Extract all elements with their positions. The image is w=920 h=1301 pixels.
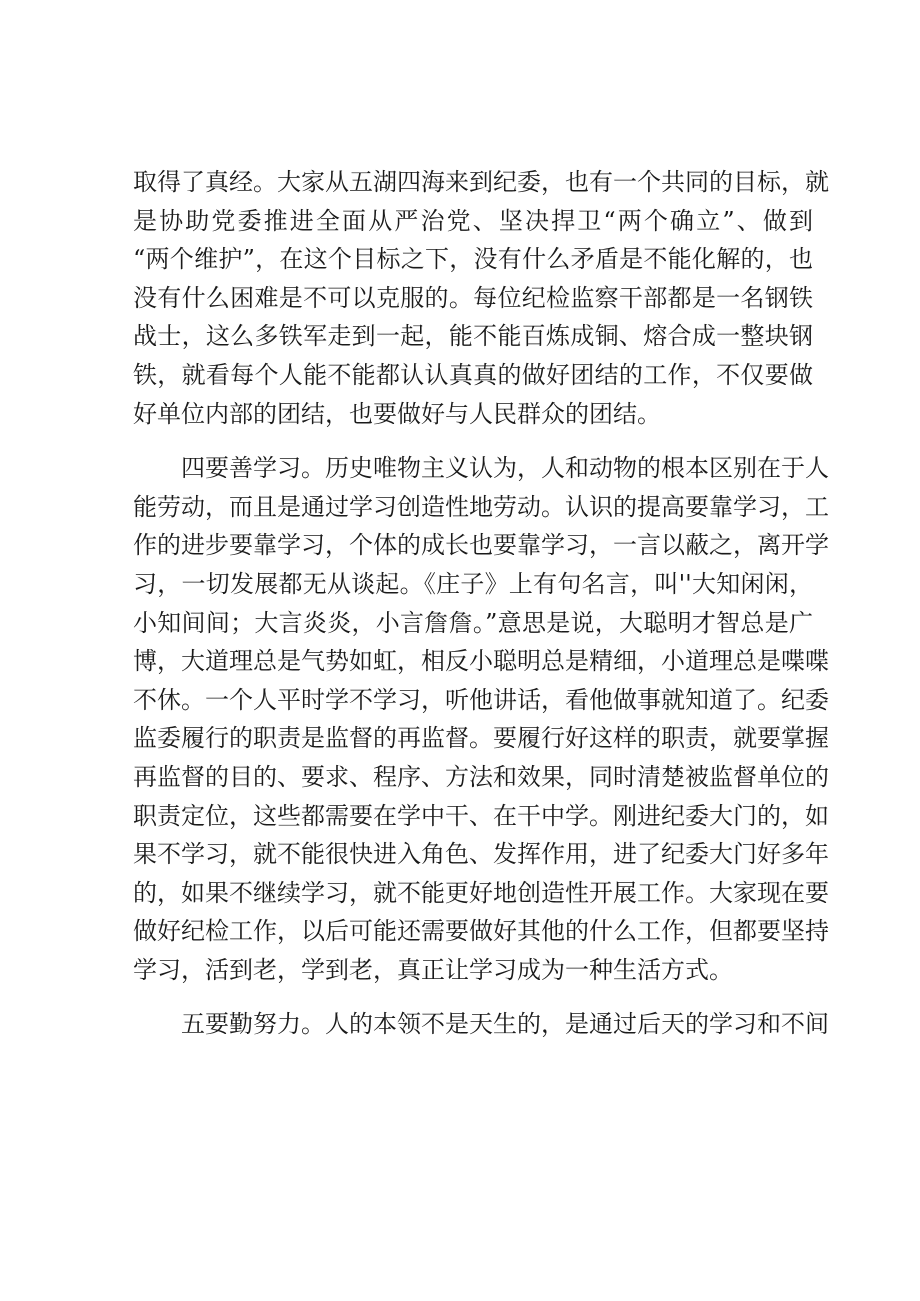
text-line: 职责定位，这些都需要在学中干、在干中学。刚进纪委大门的，如 [133,801,829,830]
text-line: “两个维护”，在这个目标之下，没有什么矛盾是不能化解的，也 [133,245,813,274]
text-line: 能劳动，而且是通过学习创造性地劳动。认识的提高要靠学习，工 [133,492,829,521]
text-line: 学习，活到老，学到老，真正让学习成为一种生活方式。 [133,955,733,984]
text-line: 习，一切发展都无从谈起。《庄子》上有句名言，叫''大知闲闲， [133,569,813,598]
text-line: 好单位内部的团结，也要做好与人民群众的团结。 [133,399,661,428]
body-text [133,163,829,1044]
text-line: 四要善学习。历史唯物主义认为，人和动物的根本区别在于人 [181,454,829,483]
text-line: 铁，就看每个人能不能都认认真真的做好团结的工作，不仅要做 [133,360,813,389]
text-line: 再监督的目的、要求、程序、方法和效果，同时清楚被监督单位的 [133,762,829,791]
text-line: 是协助党委推进全面从严治党、坚决捍卫“两个确立”、做到 [133,206,813,235]
text-line: 战士，这么多铁军走到一起，能不能百炼成铜、熔合成一整块钢 [133,322,813,351]
text-line: 取得了真经。大家从五湖四海来到纪委，也有一个共同的目标，就 [133,168,829,196]
text-line: 没有什么困难是不可以克服的。每位纪检监察干部都是一名钢铁 [133,283,813,312]
text-line: 不休。一个人平时学不学习，听他讲话，看他做事就知道了。纪委 [133,685,829,714]
text-line: 作的进步要靠学习，个体的成长也要靠学习，一言以蔽之，离开学 [133,531,829,560]
paragraph-2 [133,449,829,989]
text-line: 果不学习，就不能很快进入角色、发挥作用，进了纪委大门好多年 [133,840,829,869]
text-line: 五要勤努力。人的本领不是天生的，是通过后天的学习和不间 [181,1010,829,1039]
text-line: 监委履行的职责是监督的再监督。要履行好这样的职责，就要掌握 [133,724,829,753]
paragraph-3 [133,1005,829,1044]
text-line: 小知间间；大言炎炎，小言詹詹。”意思是说，大聪明才智总是广 [133,608,813,637]
text-line: 做好纪检工作，以后可能还需要做好其他的什么工作，但都要坚持 [133,917,829,946]
text-line: 博，大道理总是气势如虹，相反小聪明总是精细，小道理总是喋喋 [133,647,829,676]
paragraph-1 [133,163,829,433]
text-line: 的，如果不继续学习，就不能更好地创造性开展工作。大家现在要 [133,878,829,907]
